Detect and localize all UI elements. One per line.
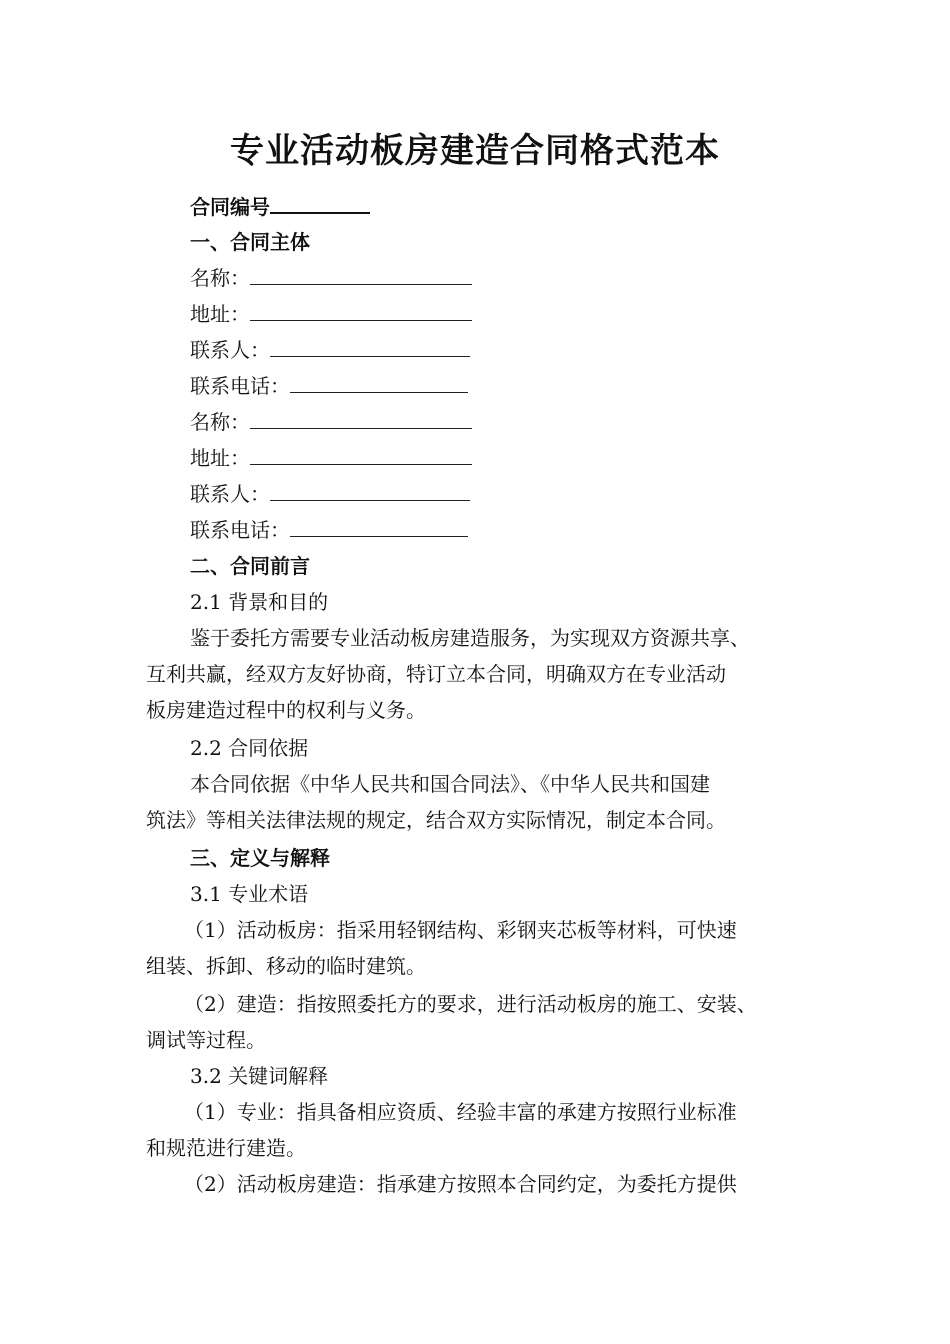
paragraph-line: 本合同依据《中华人民共和国合同法》、《中华人民共和国建 — [190, 772, 710, 796]
party-b-phone-blank[interactable] — [290, 516, 468, 537]
subsection-3-1-heading: 3.1 专业术语 — [190, 882, 309, 906]
party-b-phone-label: 联系电话： — [190, 518, 290, 542]
paragraph-line: 互利共赢，经双方友好协商，特订立本合同，明确双方在专业活动 — [146, 662, 726, 686]
paragraph-line: 调试等过程。 — [146, 1028, 266, 1052]
party-b-address-blank[interactable] — [250, 444, 472, 465]
subsection-2-2-heading: 2.2 合同依据 — [190, 736, 309, 760]
paragraph-line: （2）活动板房建造：指承建方按照本合同约定，为委托方提供 — [184, 1172, 737, 1196]
contract-number-row — [190, 192, 370, 221]
party-a-address-blank[interactable] — [250, 300, 472, 321]
party-a-phone-row — [190, 372, 468, 400]
party-b-contact-blank[interactable] — [270, 480, 470, 501]
paragraph-line: （2）建造：指按照委托方的要求，进行活动板房的施工、安装、 — [184, 992, 757, 1016]
party-a-name-label: 名称： — [190, 266, 250, 290]
document-title: 专业活动板房建造合同格式范本 — [230, 131, 720, 171]
paragraph-line: 组装、拆卸、移动的临时建筑。 — [146, 954, 426, 978]
paragraph-line: 鉴于委托方需要专业活动板房建造服务，为实现双方资源共享、 — [190, 626, 750, 650]
section-heading-2: 二、合同前言 — [190, 554, 310, 578]
party-b-contact-row — [190, 480, 470, 508]
party-b-address-label: 地址： — [190, 446, 250, 470]
party-a-contact-blank[interactable] — [270, 336, 470, 357]
paragraph-line: 板房建造过程中的权利与义务。 — [146, 698, 426, 722]
party-a-address-row — [190, 300, 472, 328]
party-a-phone-blank[interactable] — [290, 372, 468, 393]
contract-number-label: 合同编号 — [190, 195, 270, 219]
paragraph-line: （1）专业：指具备相应资质、经验丰富的承建方按照行业标准 — [184, 1100, 737, 1124]
party-b-name-blank[interactable] — [250, 408, 472, 429]
party-b-address-row — [190, 444, 472, 472]
subsection-3-2-heading: 3.2 关键词解释 — [190, 1064, 329, 1088]
party-a-phone-label: 联系电话： — [190, 374, 290, 398]
party-b-name-row — [190, 408, 472, 436]
paragraph-line: （1）活动板房：指采用轻钢结构、彩钢夹芯板等材料，可快速 — [184, 918, 737, 942]
section-heading-3: 三、定义与解释 — [190, 846, 330, 870]
paragraph-line: 筑法》等相关法律法规的规定，结合双方实际情况，制定本合同。 — [146, 808, 726, 832]
party-b-name-label: 名称： — [190, 410, 250, 434]
party-a-contact-row — [190, 336, 470, 364]
party-a-name-row — [190, 264, 472, 292]
party-b-phone-row — [190, 516, 468, 544]
party-a-contact-label: 联系人： — [190, 338, 270, 362]
party-a-name-blank[interactable] — [250, 264, 472, 285]
party-b-contact-label: 联系人： — [190, 482, 270, 506]
section-heading-1: 一、合同主体 — [190, 230, 310, 254]
party-a-address-label: 地址： — [190, 302, 250, 326]
subsection-2-1-heading: 2.1 背景和目的 — [190, 590, 329, 614]
contract-number-blank[interactable] — [270, 192, 370, 214]
paragraph-line: 和规范进行建造。 — [146, 1136, 306, 1160]
